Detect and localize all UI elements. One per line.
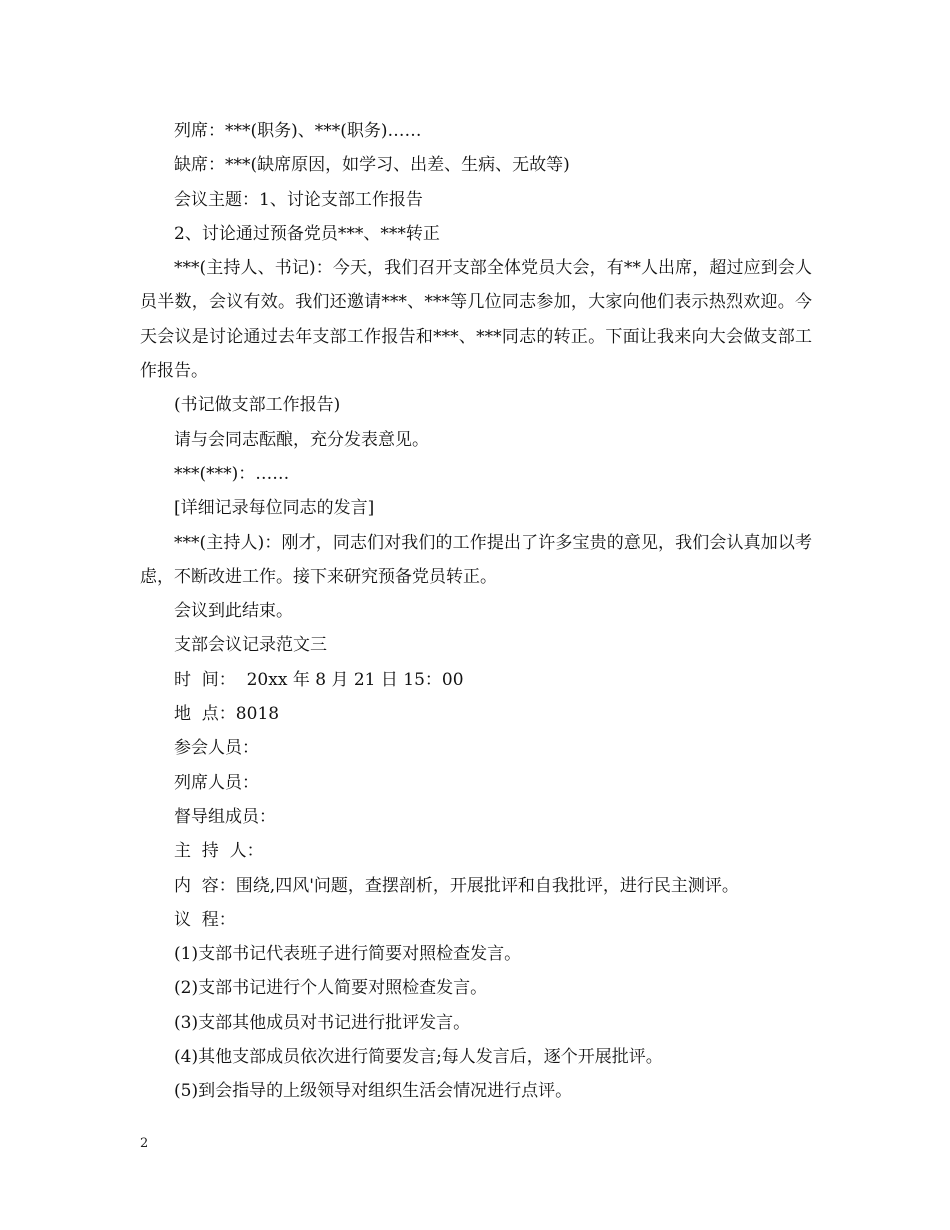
paragraph-invite-opinions: 请与会同志酝酿，充分发表意见。 bbox=[174, 429, 429, 450]
field-time: 时 间： 20xx 年 8 月 21 日 15：00 bbox=[174, 669, 464, 690]
paragraph-speaker: ***(***)：…… bbox=[174, 463, 290, 484]
agenda-item: (4)其他支部成员依次进行简要发言;每人发言后，逐个开展批评。 bbox=[174, 1047, 663, 1068]
agenda-item: (2)支部书记进行个人简要对照检查发言。 bbox=[174, 978, 488, 999]
field-content: 内 容：围绕,四风'问题，查摆剖析，开展批评和自我批评，进行民主测评。 bbox=[174, 875, 739, 896]
paragraph-secretary-report: (书记做支部工作报告) bbox=[174, 395, 341, 416]
agenda-item: (3)支部其他成员对书记进行批评发言。 bbox=[174, 1012, 471, 1033]
page-number: 2 bbox=[140, 1136, 149, 1151]
paragraph-host-opening: ***(主持人、书记)：今天，我们召开支部全体党员大会，有**人出席，超过应到会人员半数，会议有效。我们还邀请***、***等几位同志参加，大家向他们表示热烈欢迎。今天会议是讨论通过去年支部工作报告和***、***同志的转正。下面让我来向大会做支部工作报告。 bbox=[140, 258, 812, 382]
paragraph-meeting-topic: 会议主题：1、讨论支部工作报告 bbox=[174, 189, 423, 210]
section-heading: 支部会议记录范文三 bbox=[174, 635, 327, 656]
paragraph-absentees: 缺席：***(缺席原因，如学习、出差、生病、无故等) bbox=[174, 155, 570, 176]
paragraph-meeting-end: 会议到此结束。 bbox=[174, 601, 293, 622]
field-host: 主 持 人： bbox=[174, 841, 264, 862]
field-attendees: 参会人员： bbox=[174, 738, 259, 759]
document-body bbox=[140, 114, 812, 1109]
paragraph-record-note: [详细记录每位同志的发言] bbox=[174, 498, 375, 519]
agenda-item: (5)到会指导的上级领导对组织生活会情况进行点评。 bbox=[174, 1081, 573, 1102]
paragraph-attendees-present: 列席：***(职务)、***(职务)…… bbox=[174, 121, 422, 141]
field-observers: 列席人员： bbox=[174, 772, 259, 793]
field-supervisors: 督导组成员： bbox=[174, 806, 276, 827]
paragraph-topic-item-2: 2、讨论通过预备党员***、***转正 bbox=[174, 223, 440, 244]
field-agenda: 议 程： bbox=[174, 909, 236, 930]
paragraph-host-summary: ***(主持人)：刚才，同志们对我们的工作提出了许多宝贵的意见，我们会认真加以考虑，不断改进工作。接下来研究预备党员转正。 bbox=[140, 532, 812, 587]
field-location: 地 点：8018 bbox=[174, 704, 280, 725]
agenda-item: (1)支部书记代表班子进行简要对照检查发言。 bbox=[174, 944, 522, 965]
